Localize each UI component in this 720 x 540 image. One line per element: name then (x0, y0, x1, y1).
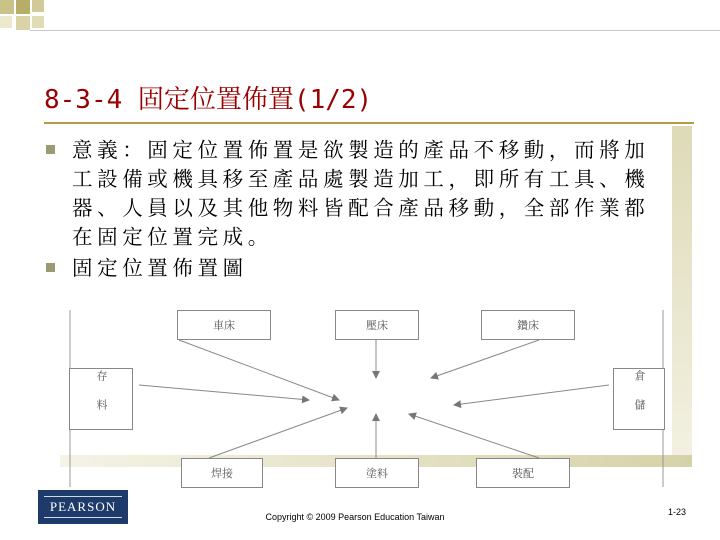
bullet-list (46, 136, 666, 285)
arrow-bottom-right (409, 414, 539, 458)
bullet-marker-icon (46, 145, 55, 154)
machine-box-drill: 鑽床 (481, 310, 575, 340)
arrow-left (139, 385, 309, 400)
arrow-right (454, 385, 609, 405)
arrow-top-right (431, 340, 539, 378)
machine-box-press: 壓床 (335, 310, 419, 340)
logo-text: PEARSON (44, 496, 122, 518)
corner-decoration (0, 0, 60, 45)
fixed-position-layout-diagram (69, 310, 664, 487)
bullet-item-definition (46, 136, 666, 252)
storage-box-raw-material: 存料 (69, 368, 133, 430)
machine-box-assembly: 裝配 (476, 458, 570, 488)
storage-box-warehouse: 倉儲 (613, 368, 665, 430)
page-number: 1-23 (668, 507, 687, 517)
bullet-text: 意義：固定位置佈置是欲製造的產品不移動，而將加工設備或機具移至產品處製造加工，即所有工具、機器、人員以及其他物料皆配合產品移動，全部作業都在固定位置完成。 (72, 138, 650, 249)
machine-box-welding: 焊接 (181, 458, 263, 488)
copyright-text: Copyright © 2009 Pearson Education Taiwan (265, 512, 445, 522)
content-shadow-right (672, 126, 692, 466)
arrow-bottom-left (209, 408, 347, 458)
title-underline (44, 122, 694, 124)
pearson-logo (38, 490, 128, 524)
bullet-text: 固定位置佈置圖 (72, 256, 248, 280)
slide-title: 8-3-4 固定位置佈置(1/2) (44, 85, 373, 115)
machine-box-lathe: 車床 (177, 310, 271, 340)
bullet-item-diagram-caption (46, 254, 666, 283)
machine-box-coating: 塗料 (335, 458, 419, 488)
top-divider (30, 30, 720, 31)
bullet-marker-icon (46, 263, 55, 272)
